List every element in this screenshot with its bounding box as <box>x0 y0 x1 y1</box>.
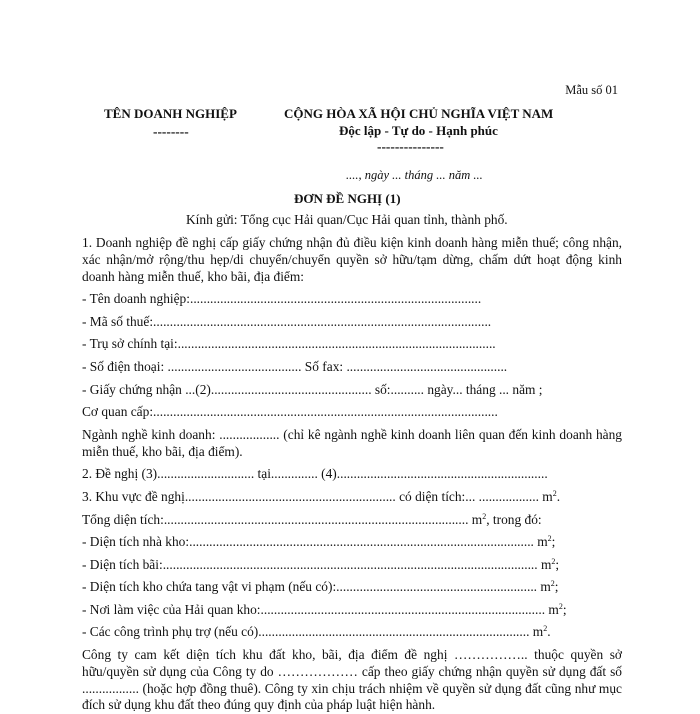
date-line: ...., ngày ... tháng ... năm ... <box>346 168 483 182</box>
commitment-paragraph: Công ty cam kết diện tích khu đất kho, bãi, địa điểm đề nghị …………….. thuộc quyền sở hữu/quyền sử dụng của Công ty do ……………… cấp theo giấy chứng nhận quyền sử dụng đất số ................. (hoặc hợp đồng thuê). Công ty xin chịu trách nhiệm về quyền sử dụng đất cũng như mục đích sử dụng khu đất theo đúng quy định của pháp luật hiện hành. <box>82 647 622 713</box>
section-3-area-line: 3. Khu vực đề nghị............................................................... có diện tích:... .................. $m^2$. <box>82 488 561 504</box>
form-number: Mẫu số 01 <box>565 83 618 97</box>
national-motto: Độc lập - Tự do - Hạnh phúc <box>339 123 498 138</box>
company-divider: -------- <box>153 124 189 139</box>
yard-area-line: - Diện tích bãi:................................................................................................................ $m^2$; <box>82 556 560 572</box>
certificate-field: - Giấy chứng nhận ...(2)................................................ số:.......... ngày... tháng ... năm ; <box>82 381 543 397</box>
addressee-line: Kính gửi: Tổng cục Hải quan/Cục Hải quan tỉnh, thành phố. <box>186 212 508 227</box>
auxiliary-works-line: - Các công trình phụ trợ (nếu có)................................................................................. $m^2$. <box>82 624 551 640</box>
section-1-intro: 1. Doanh nghiệp đề nghị cấp giấy chứng nhận đủ điều kiện kinh doanh hàng miễn thuế; công nhận, xác nhận/mở rộng/thu hẹp/di chuyển/chuyển quyền sở hữu/tạm dừng, chấm dứt hoạt động kinh doanh hàng miễn thuế, kho bãi, địa điểm: <box>82 235 622 284</box>
issuing-agency-field: Cơ quan cấp:....................................................................................................... <box>82 404 498 420</box>
customs-office-area-line: - Nơi làm việc của Hải quan kho:..................................................................................... $m^2$; <box>82 601 567 617</box>
national-title: CỘNG HÒA XÃ HỘI CHỦ NGHĨA VIỆT NAM <box>284 106 554 121</box>
section-2-line: 2. Đề nghị (3)............................. tại.............. (4)............................................................... <box>82 466 548 482</box>
phone-fax-field: - Số điện thoại: ........................................ Số fax: ................................................ <box>82 359 508 375</box>
total-area-line: Tổng diện tích:........................................................................................... $m^2$, trong đó: <box>82 511 542 527</box>
warehouse-area-line: - Diện tích nhà kho:....................................................................................................... $m^2$; <box>82 534 556 550</box>
document-title: ĐƠN ĐỀ NGHỊ (1) <box>294 191 401 206</box>
form-body <box>82 235 622 714</box>
head-office-field: - Trụ sở chính tại:............................................................................................... <box>82 336 496 352</box>
company-name-field: - Tên doanh nghiệp:....................................................................................... <box>82 291 482 307</box>
company-name-header: TÊN DOANH NGHIỆP <box>104 106 237 121</box>
exhibit-storage-area-line: - Diện tích kho chứa tang vật vi phạm (nếu có):............................................................ $m^2$; <box>82 579 559 595</box>
motto-divider: --------------- <box>377 139 444 154</box>
business-lines-field: Ngành nghề kinh doanh: .................. (chỉ kê ngành nghề kinh doanh liên quan đến kinh doanh hàng miễn thuế, kho bãi, địa điểm). <box>82 426 622 459</box>
tax-code-field: - Mã số thuế:..................................................................................................... <box>82 313 492 329</box>
